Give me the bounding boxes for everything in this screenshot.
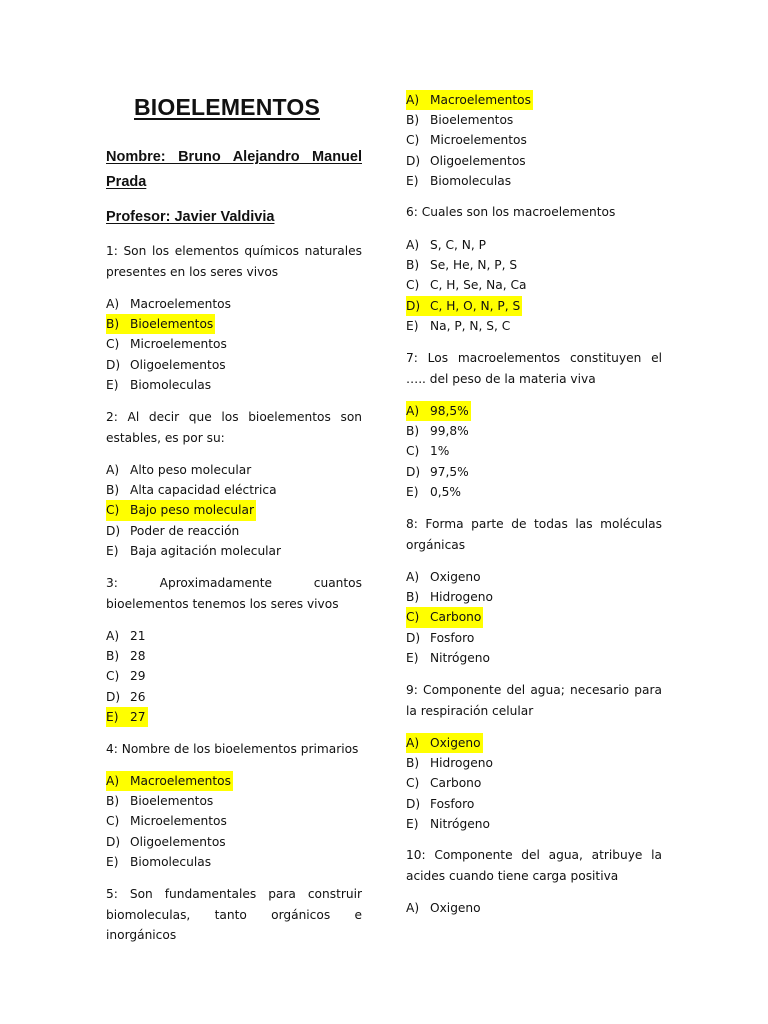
option-text: 28 [130,649,146,664]
option-text: Hidrogeno [430,590,493,605]
question-8-options [406,567,662,668]
option-letter: E) [106,377,119,392]
option-content [106,375,213,395]
option-text: 99,8% [430,424,469,439]
option-text: Biomoleculas [130,377,212,392]
option-content [406,648,492,668]
option-b [106,646,362,666]
question-2-text: 2: Al decir que los bioelementos son estables, es por su: [106,410,362,445]
question-9-text: 9: Componente del agua; necesario para la respiración celular [406,683,662,718]
option-d [106,832,362,852]
answer-highlight [106,314,215,334]
option-letter: A) [406,736,420,750]
answer-highlight [406,607,483,627]
option-e [406,648,662,668]
answer-highlight [406,90,533,110]
option-text: Bioelementos [130,317,214,332]
option-c [406,441,662,461]
question-10-options [406,898,662,918]
option-a [406,898,662,918]
answer-highlight [106,771,233,791]
option-d [106,521,362,541]
answer-highlight [406,401,471,421]
option-letter: C) [106,814,120,829]
option-content [406,753,495,773]
option-text: 29 [130,669,146,684]
option-a-correct [406,733,662,753]
option-letter: B) [406,258,420,273]
option-letter: B) [106,317,120,332]
question-3-options [106,626,362,727]
option-letter: B) [106,794,120,809]
option-letter: A) [406,404,420,418]
option-text: 1% [430,444,450,459]
option-text: 21 [130,629,146,643]
option-text: Oligoelementos [430,153,526,168]
option-text: Fosforo [430,796,475,811]
answer-highlight [406,296,522,316]
option-letter: D) [106,689,121,704]
option-letter: E) [106,854,119,869]
option-text: Microelementos [430,133,527,148]
option-content [106,521,241,541]
option-letter: B) [406,756,420,771]
option-content [406,898,483,918]
option-text: Macroelementos [130,297,231,311]
option-a [106,460,362,480]
option-text: Microelementos [130,337,227,352]
option-e [406,814,662,834]
option-letter: D) [106,523,121,538]
option-content [106,811,229,831]
option-content [406,171,513,191]
option-content [106,666,148,686]
option-letter: E) [406,173,419,188]
question-3-text: 3: Aproximadamente cuantos bioelementos tenemos los seres vivos [106,576,362,611]
option-content [406,151,528,171]
option-content [106,791,215,811]
option-text: Bioelementos [130,794,214,809]
document-title: BIOELEMENTOS [134,94,320,120]
option-b [406,421,662,441]
question-5-options [406,90,662,191]
question-4-options [106,771,362,872]
option-text: Oxigeno [430,570,481,584]
option-b [406,110,662,130]
option-a-correct [106,771,362,791]
option-letter: B) [106,483,120,498]
option-letter: D) [406,464,421,479]
option-content [106,646,148,666]
option-content [406,130,529,150]
option-c [106,334,362,354]
option-a [406,567,662,587]
option-letter: B) [106,649,120,664]
option-letter: E) [406,816,419,831]
option-d [106,687,362,707]
option-letter: E) [406,650,419,665]
option-text: 97,5% [430,464,469,479]
question-8-text: 8: Forma parte de todas las moléculas orgánicas [406,517,662,552]
option-a-correct [406,90,662,110]
question-2-options [106,460,362,561]
option-e [406,316,662,336]
question-1-text: 1: Son los elementos químicos naturales presentes en los seres vivos [106,244,362,279]
option-letter: B) [406,590,420,605]
option-content [406,462,471,482]
option-letter: A) [106,297,120,311]
question-7-text: 7: Los macroelementos constituyen el ….. del peso de la materia viva [406,351,662,386]
option-text: Fosforo [430,630,475,645]
option-content [406,110,515,130]
option-letter: C) [406,278,420,293]
option-b [406,753,662,773]
option-letter: A) [406,93,420,107]
option-b [106,480,362,500]
option-text: Nitrógeno [430,650,490,665]
option-c [106,666,362,686]
option-text: Carbono [430,610,482,625]
option-letter: D) [106,357,121,372]
option-letter: C) [406,133,420,148]
option-text: C, H, Se, Na, Ca [430,278,527,293]
option-text: Macroelementos [430,93,531,107]
option-content [106,832,228,852]
option-letter: C) [106,669,120,684]
option-text: Nitrógeno [430,816,490,831]
option-letter: D) [406,153,421,168]
option-text: Alto peso molecular [130,463,252,477]
option-content [406,255,519,275]
option-b-correct [106,314,362,334]
option-b [406,587,662,607]
option-content [106,460,253,480]
option-letter: E) [106,543,119,558]
question-6-text: 6: Cuales son los macroelementos [406,205,616,219]
option-text: Biomoleculas [130,854,212,869]
option-letter: A) [406,238,420,252]
option-letter: A) [406,901,420,915]
option-letter: C) [106,503,120,518]
option-text: 26 [130,689,146,704]
option-content [106,334,229,354]
option-content [406,814,492,834]
option-letter: A) [106,774,120,788]
option-content [406,316,512,336]
question-4-text: 4: Nombre de los bioelementos primarios [106,742,359,756]
option-letter: A) [106,629,120,643]
option-letter: E) [106,709,119,724]
option-letter: E) [406,318,419,333]
option-text: Oligoelementos [130,357,226,372]
option-e-correct [106,707,362,727]
option-content [106,687,148,707]
option-d-correct [406,296,662,316]
question-5-text: 5: Son fundamentales para construir biomoleculas, tanto orgánicos e inorgánicos [106,887,362,942]
option-text: Microelementos [130,814,227,829]
option-letter: C) [406,610,420,625]
option-c [406,275,662,295]
option-content [106,355,228,375]
option-text: Poder de reacción [130,523,240,538]
option-content [406,567,483,587]
option-e [106,852,362,872]
option-content [106,541,283,561]
option-letter: D) [406,298,421,313]
option-e [106,541,362,561]
option-e [106,375,362,395]
student-name: Nombre: Bruno Alejandro Manuel Prada [106,149,362,190]
question-10-text: 10: Componente del agua, atribuye la acides cuando tiene carga positiva [406,848,662,883]
option-content [406,441,451,461]
option-content [406,773,483,793]
option-text: 27 [130,709,146,724]
question-7-options [406,401,662,502]
option-e [406,171,662,191]
option-b [106,791,362,811]
option-b [406,255,662,275]
option-c-correct [106,500,362,520]
option-d [406,794,662,814]
option-content [406,482,463,502]
option-text: Macroelementos [130,774,231,788]
option-text: Oxigeno [430,901,481,915]
professor-name: Profesor: Javier Valdivia [106,209,275,225]
option-letter: B) [406,113,420,128]
option-a [406,235,662,255]
option-a [106,626,362,646]
option-a-correct [406,401,662,421]
option-d [406,151,662,171]
option-text: Carbono [430,776,482,791]
question-9-options [406,733,662,834]
option-letter: D) [406,630,421,645]
answer-highlight [106,707,148,727]
option-d [406,628,662,648]
option-content [106,626,148,646]
option-text: Oligoelementos [130,834,226,849]
option-text: Baja agitación molecular [130,543,282,558]
option-text: Bajo peso molecular [130,503,254,518]
option-content [106,480,279,500]
option-content [406,235,488,255]
option-text: Hidrogeno [430,756,493,771]
option-letter: B) [406,424,420,439]
option-text: Alta capacidad eléctrica [130,483,277,498]
option-content [406,587,495,607]
option-letter: C) [106,337,120,352]
option-e [406,482,662,502]
option-letter: D) [406,796,421,811]
option-content [406,275,528,295]
option-c-correct [406,607,662,627]
answer-highlight [106,500,256,520]
option-text: Se, He, N, P, S [430,258,518,273]
option-letter: A) [406,570,420,584]
option-content [406,794,476,814]
option-text: C, H, O, N, P, S [430,298,521,313]
option-content [406,628,476,648]
option-c [406,773,662,793]
option-letter: C) [406,776,420,791]
answer-highlight [406,733,483,753]
option-text: 98,5% [430,404,469,418]
option-content [106,294,233,314]
option-text: Na, P, N, S, C [430,318,511,333]
option-text: Oxigeno [430,736,481,750]
option-text: S, C, N, P [430,238,486,252]
question-6-options [406,235,662,336]
option-letter: A) [106,463,120,477]
option-text: Bioelementos [430,113,514,128]
option-text: Biomoleculas [430,173,512,188]
option-c [406,130,662,150]
option-letter: C) [406,444,420,459]
option-d [406,462,662,482]
question-1-options [106,294,362,395]
option-d [106,355,362,375]
option-content [106,852,213,872]
option-content [406,421,471,441]
option-a [106,294,362,314]
option-text: 0,5% [430,484,461,499]
option-letter: E) [406,484,419,499]
option-letter: D) [106,834,121,849]
option-c [106,811,362,831]
